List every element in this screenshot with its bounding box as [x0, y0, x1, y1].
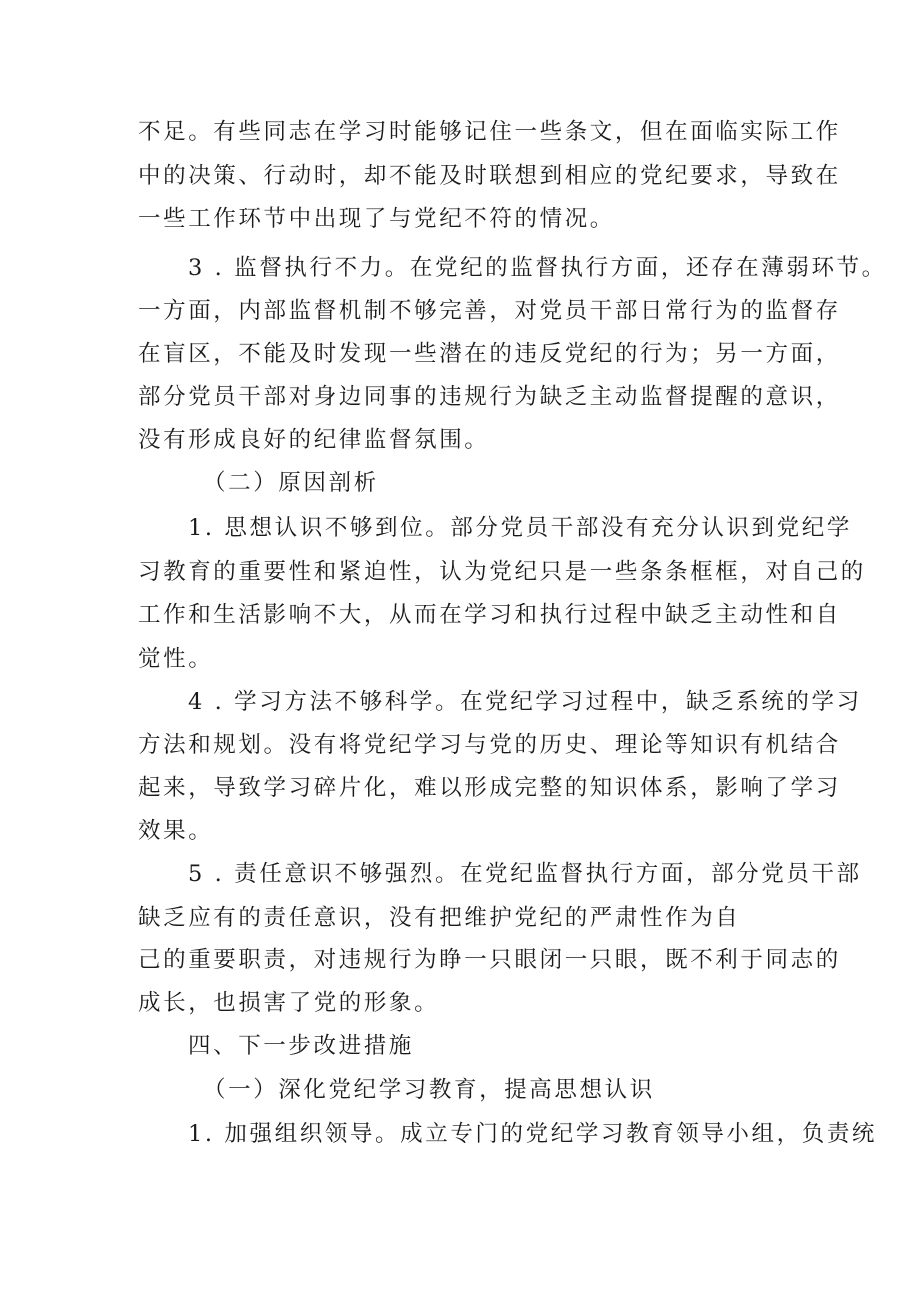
item-1-heading: 1. 思想认识不够到位。部分党员干部没有充分认识到党纪学: [188, 515, 852, 541]
item-1-heading: 1. 加强组织领导。成立专门的党纪学习教育领导小组，负责统: [188, 1121, 878, 1147]
paragraph-line: 部分党员干部对身边同事的违规行为缺乏主动监督提醒的意识，: [138, 384, 841, 410]
paragraph-line: 成长，也损害了党的形象。: [138, 990, 440, 1016]
paragraph-line: 起来，导致学习碎片化，难以形成完整的知识体系，影响了学习: [138, 775, 841, 801]
item-4-heading: 4 . 学习方法不够科学。在党纪学习过程中，缺乏系统的学习: [188, 689, 862, 715]
item-3-heading: 3 . 监督执行不力。在党纪的监督执行方面，还存在薄弱环节。: [188, 255, 887, 281]
section-heading-cause-analysis: （二）原因剖析: [203, 470, 379, 496]
paragraph-line: 在盲区，不能及时发现一些潜在的违反党纪的行为；另一方面，: [138, 341, 841, 367]
paragraph-line: 工作和生活影响不大，从而在学习和执行过程中缺乏主动性和自: [138, 602, 841, 628]
paragraph-line: 缺乏应有的责任意识，没有把维护党纪的严肃性作为自: [138, 905, 741, 931]
subsection-heading-deepen-education: （一）深化党纪学习教育，提高思想认识: [203, 1077, 655, 1103]
paragraph-line: 一方面，内部监督机制不够完善，对党员干部日常行为的监督存: [138, 298, 841, 324]
paragraph-line: 己的重要职责，对违规行为睁一只眼闭一只眼，既不利于同志的: [138, 947, 841, 973]
paragraph-line: 习教育的重要性和紧迫性，认为党纪只是一些条条框框，对自己的: [138, 559, 866, 585]
paragraph-line: 效果。: [138, 818, 214, 844]
paragraph-line: 中的决策、行动时，却不能及时联想到相应的党纪要求，导致在: [138, 163, 841, 189]
paragraph-line: 没有形成良好的纪律监督氛围。: [138, 427, 490, 453]
paragraph-line: 方法和规划。没有将党纪学习与党的历史、理论等知识有机结合: [138, 732, 841, 758]
paragraph-line: 觉性。: [138, 646, 214, 672]
item-5-heading: 5 . 责任意识不够强烈。在党纪监督执行方面，部分党员干部: [188, 861, 862, 887]
paragraph-line: 不足。有些同志在学习时能够记住一些条文，但在面临实际工作: [138, 119, 841, 145]
section-heading-next-steps: 四、下一步改进措施: [188, 1033, 414, 1059]
paragraph-line: 一些工作环节中出现了与党纪不符的情况。: [138, 206, 615, 232]
